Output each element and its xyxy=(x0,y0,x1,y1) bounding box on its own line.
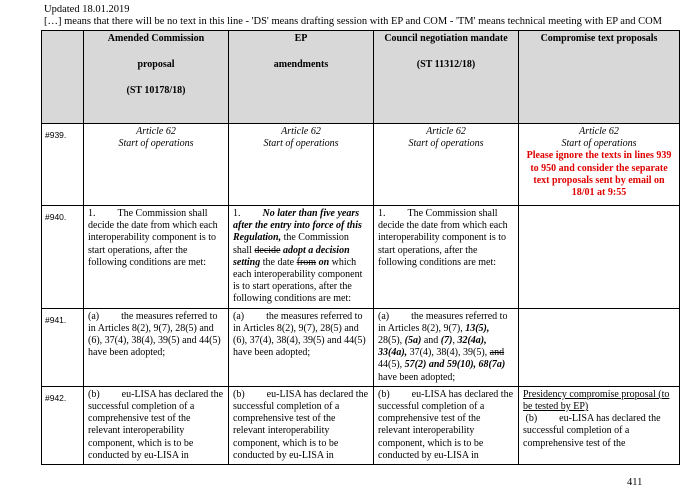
presidency-heading: Presidency compromise proposal (to be tested by EP) xyxy=(523,388,670,413)
commission-cell: 1. The Commission shall decide the date from which each interoperability component is to start operations, after the following conditions are met: xyxy=(84,206,229,309)
row-number: #940. xyxy=(42,206,84,309)
row-number: #941. xyxy=(42,308,84,386)
table-header-row xyxy=(42,31,680,124)
council-cell: (a) the measures referred to in Articles 8(2), 9(7), 13(5), 28(5), (5a) and (7), 32(4a), 33(4a), 37(4), 38(4), 39(5), and 44(5), 57(2) and 59(10), 68(7a) have been adopted; xyxy=(374,308,519,386)
compromise-cell xyxy=(519,308,680,386)
legend-line: […] means that there will be no text in this line - 'DS' means drafting session with EP and COM - 'TM' means technical meeting with EP and COM xyxy=(44,16,663,27)
header-ep: EP amendments xyxy=(229,31,374,124)
header-council: Council negotiation mandate (ST 11312/18) xyxy=(374,31,519,124)
table-row xyxy=(42,386,680,464)
ignore-note: Please ignore the texts in lines 939 to 950 and consider the separate text proposals sent by email on 18/01 at 9:55 xyxy=(526,150,672,199)
council-cell: (b) eu-LISA has declared the successful completion of a comprehensive test of the relevant interoperability component, which is to be conducted by eu-LISA in xyxy=(374,386,519,464)
table-row xyxy=(42,206,680,309)
header-commission: Amended Commission proposal (ST 10178/18) xyxy=(84,31,229,124)
commission-cell: Article 62 Start of operations xyxy=(84,124,229,206)
table-row xyxy=(42,124,680,206)
header-compromise: Compromise text proposals xyxy=(519,31,680,124)
commission-cell: (a) the measures referred to in Articles 8(2), 9(7), 28(5) and (6), 37(4), 38(4), 39(5) and 44(5) have been adopted; xyxy=(84,308,229,386)
ep-cell: (b) eu-LISA has declared the successful completion of a comprehensive test of the relevant interoperability component, which is to be conducted by eu-LISA in xyxy=(229,386,374,464)
table-row xyxy=(42,308,680,386)
four-column-table xyxy=(41,30,680,465)
council-cell: 1. The Commission shall decide the date from which each interoperability component is to start operations, after the following conditions are met: xyxy=(374,206,519,309)
compromise-cell xyxy=(519,206,680,309)
updated-date: Updated 18.01.2019 xyxy=(44,4,130,15)
ep-cell: Article 62 Start of operations xyxy=(229,124,374,206)
ep-cell: 1. No later than five years after the entry into force of this Regulation, the Commission shall decide adopt a decision setting the date from on which each interoperability component is to start operations, after the following conditions are met: xyxy=(229,206,374,309)
page-number: 411 xyxy=(627,477,643,488)
compromise-cell: Presidency compromise proposal (to be tested by EP) (b) eu-LISA has declared the successful completion of a comprehensive test of the xyxy=(519,386,680,464)
council-cell: Article 62 Start of operations xyxy=(374,124,519,206)
header-num-cell xyxy=(42,31,84,124)
row-number: #939. xyxy=(42,124,84,206)
compromise-cell: Article 62 Start of operations Please ignore the texts in lines 939 to 950 and consider the separate text proposals sent by email on 18/01 at 9:55 xyxy=(519,124,680,206)
row-number: #942. xyxy=(42,386,84,464)
ep-cell: (a) the measures referred to in Articles 8(2), 9(7), 28(5) and (6), 37(4), 38(4), 39(5) and 44(5) have been adopted; xyxy=(229,308,374,386)
commission-cell: (b) eu-LISA has declared the successful completion of a comprehensive test of the relevant interoperability component, which is to be conducted by eu-LISA in xyxy=(84,386,229,464)
